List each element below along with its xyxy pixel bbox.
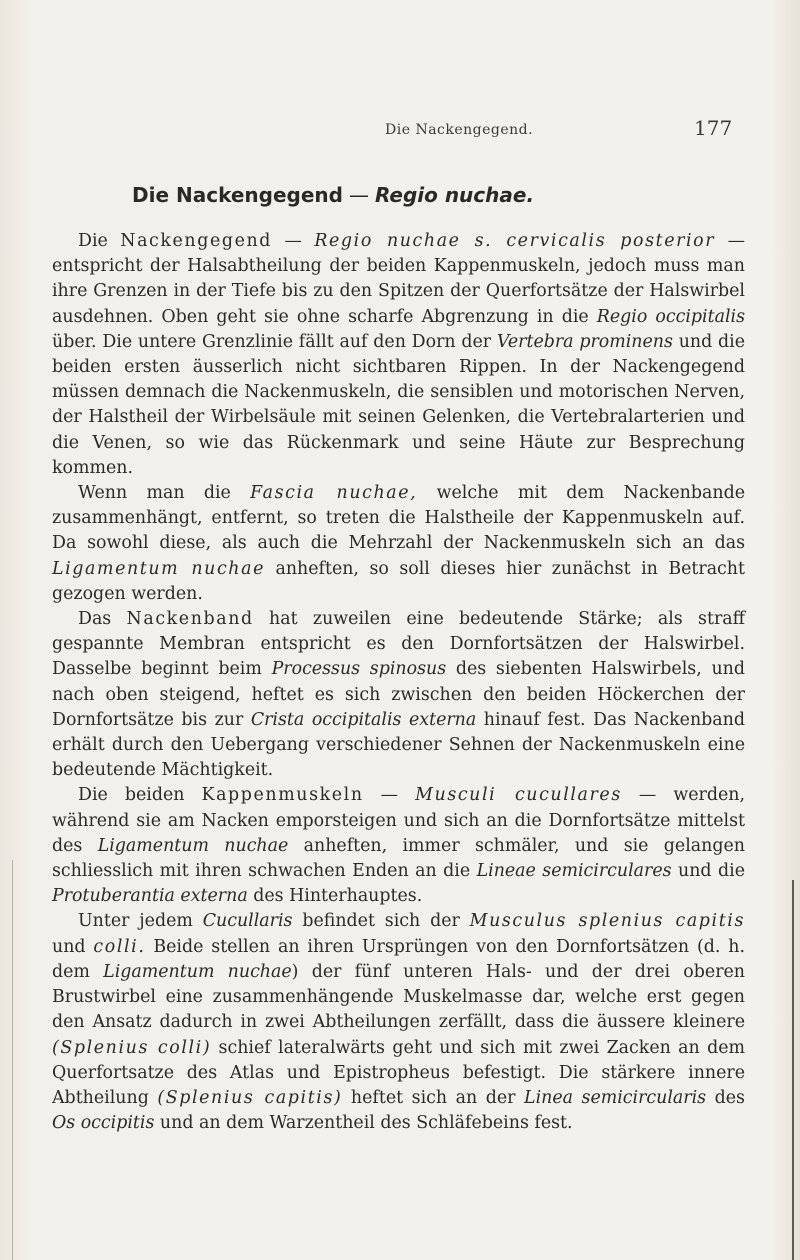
running-head [0, 116, 800, 150]
text-run: schief lateralwärts geht und sich mit zwei Zacken an dem Querfortsatze des Atlas und Epistropheus befestigt. Die stärkere innere Abtheilung [52, 1037, 745, 1108]
text-run: — [363, 785, 416, 806]
heading-separator: — [348, 183, 369, 207]
emphasized-text: Nackenband [126, 609, 254, 630]
text-run: über. Die untere Grenzlinie fällt auf den Dorn der [52, 331, 497, 352]
text-run: heftet sich an der [342, 1087, 525, 1108]
emphasized-text: Nackengegend [120, 231, 273, 251]
page-edge-fold [12, 860, 13, 1260]
text-run: und die [671, 861, 745, 882]
emphasized-text: Crista occipitalis externa [250, 709, 477, 730]
text-run: hinauf fest. Das Nackenband erhält durch den Uebergang verschiedener Sehnen der Nackenmuskeln eine bedeutende Mächtigkeit. [52, 709, 745, 781]
text-run: hat zuweilen eine bedeutende Stärke; als straff gespannte Membran entspricht es den Dornfortsätzen der Halswirbel. Dasselbe beginnt beim [52, 609, 745, 680]
emphasized-text: Regio occipitalis [596, 306, 745, 327]
text-run: welche mit dem Nackenbande zusammenhängt, entfernt, so treten die Halstheile der Kappenmuskeln auf. Da sowohl diese, als auch die Mehrzahl der Nackenmuskeln sich an das [52, 483, 745, 554]
text-run: befindet sich der [292, 911, 470, 932]
text-run: Beide stellen an ihren Ursprüngen von den Dornfortsätzen (d. h. dem [52, 936, 745, 982]
section-heading [132, 183, 692, 207]
emphasized-text: Ligamentum nuchae [97, 835, 289, 856]
emphasized-text: Linea semicircularis [524, 1087, 707, 1108]
text-run: Unter jedem [78, 911, 203, 932]
emphasized-text: Ligamentum nuchae [103, 961, 292, 982]
emphasized-text: (Splenius capitis) [157, 1087, 343, 1108]
text-run: des Hinterhauptes. [247, 886, 423, 907]
text-run: anheften, immer schmäler, und sie gelangen schliesslich mit ihren schwachen Enden an die [52, 835, 745, 882]
emphasized-text: Kappenmuskeln [201, 785, 364, 806]
emphasized-text: Cucullaris [202, 911, 293, 932]
emphasized-text: Vertebra prominens [496, 331, 673, 352]
running-title: Die Nackengegend. [385, 122, 534, 138]
page-edge-shadow [792, 880, 794, 1260]
emphasized-text: colli. [93, 936, 146, 957]
paragraph-4 [52, 783, 745, 909]
text-run: Die beiden [78, 785, 202, 806]
text-run: und an dem Warzentheil des Schläfebeins fest. [154, 1113, 573, 1134]
paragraph-3 [52, 607, 745, 783]
text-run: Wenn man die [78, 483, 251, 504]
paragraph-5 [52, 909, 745, 1136]
emphasized-text: Os occipitis [52, 1113, 155, 1134]
text-run: anheften, so soll dieses hier zunächst in Betracht gezogen werden. [52, 558, 745, 604]
emphasized-text: Protuberantia externa [52, 886, 248, 907]
emphasized-text: Musculus splenius capitis [469, 911, 745, 932]
emphasized-text: (Splenius colli) [52, 1037, 212, 1058]
text-run: — entspricht der Halsabtheilung der beiden Kappenmuskeln, jedoch muss man ihre Grenzen in der Tiefe bis zu den Spitzen der Querfortsätze der Halswirbel ausdehnen. Oben geht sie ohne scharfe Abgrenzung in die [52, 231, 746, 327]
emphasized-text: Ligamentum nuchae [52, 558, 265, 579]
text-run: und die beiden ersten äusserlich nicht sichtbaren Rippen. In der Nackengegend müssen demnach die Nackenmuskeln, die sensiblen und motorischen Nerven, der Halstheil der Wirbelsäule mit seinen Gelenken, die Vertebralarterien und die Venen, so wie das Rückenmark und seine Häute zur Besprechung kommen. [52, 331, 745, 478]
paragraph-1 [52, 229, 745, 481]
emphasized-text: Regio nuchae s. cervicalis posterior [314, 231, 716, 251]
text-run: Das [78, 609, 127, 630]
paragraph-2 [52, 481, 745, 607]
emphasized-text: Fascia nuchae, [250, 483, 418, 504]
emphasized-text: Musculi cucullares [415, 785, 622, 806]
text-run: ) der fünf unteren Hals- und der drei oberen Brustwirbel eine zusammenhängende Muskelmasse dar, welche erst gegen den Ansatz dadurch in zwei Abtheilungen zerfällt, dass die äussere kleinere [52, 961, 745, 1033]
text-run: des siebenten Halswirbels, und nach oben steigend, heftet es sich zwischen den beiden Höckerchen der Dornfortsätze bis zur [52, 659, 745, 730]
text-run: — werden, während sie am Nacken emporsteigen und sich an die Dornfortsätze mittelst des [52, 785, 745, 856]
emphasized-text: Processus spinosus [271, 659, 447, 680]
text-run: — [272, 231, 315, 251]
body-text [52, 229, 745, 1136]
section-title: Die Nackengegend [132, 183, 343, 207]
text-run: des [706, 1087, 745, 1108]
section-latin-title: Regio nuchae. [374, 183, 535, 207]
text-run: Die [78, 231, 121, 251]
text-run: und [52, 936, 94, 957]
emphasized-text: Lineae semicirculares [476, 861, 672, 882]
page-number: 177 [694, 116, 733, 140]
